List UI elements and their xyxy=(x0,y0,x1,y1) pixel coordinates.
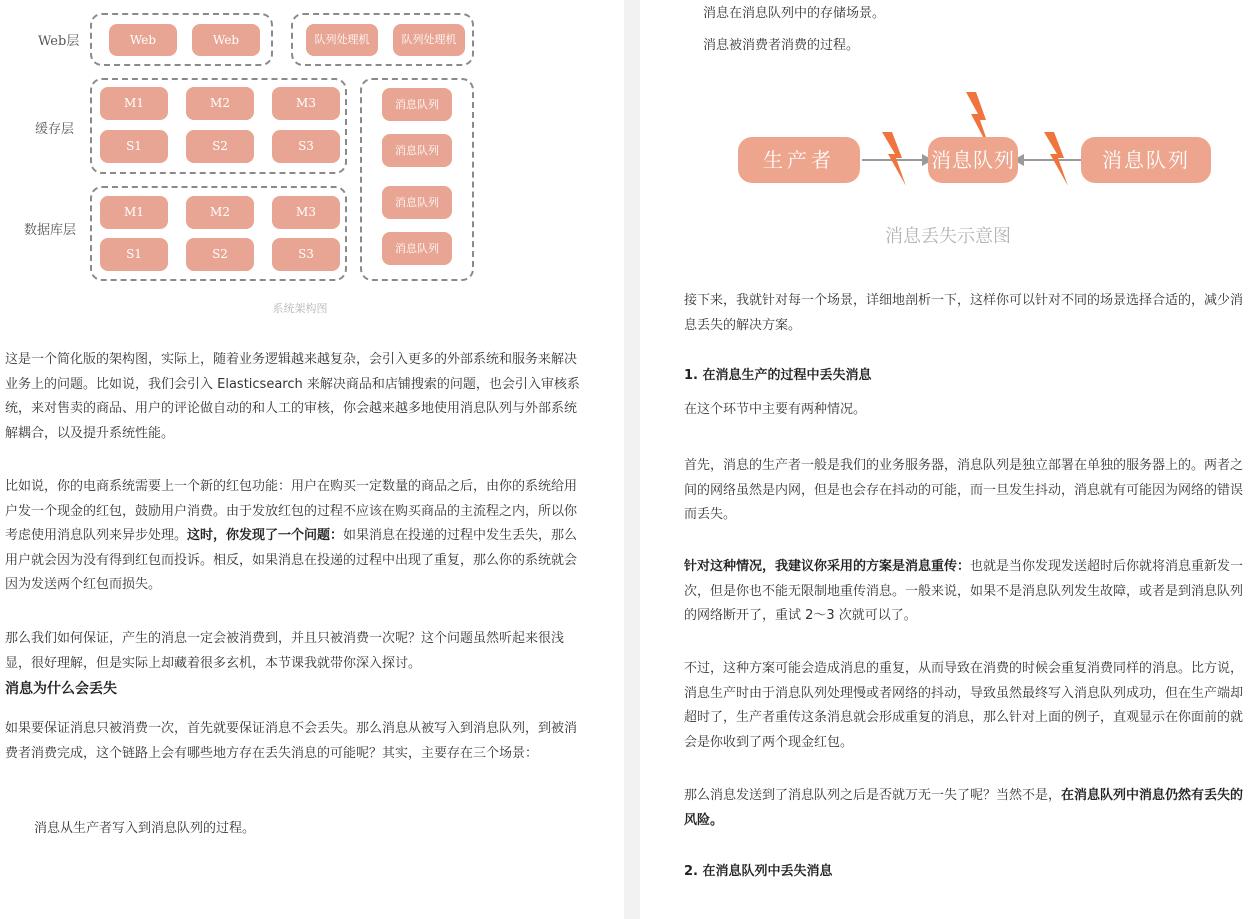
db-master-node: M1 xyxy=(100,196,168,229)
paragraph: 在这个环节中主要有两种情况。 xyxy=(684,402,867,417)
section-heading: 2. 在消息队列中丢失消息 xyxy=(684,864,833,879)
cache-master-node: M2 xyxy=(186,87,254,120)
consumer-node: 消息队列 xyxy=(1081,137,1211,183)
queue-processor-node: 队列处理机 xyxy=(393,24,465,56)
paragraph: 接下来，我就针对每一个场景，详细地剖析一下，这样你可以针对不同的场景选择合适的，减少消息丢失的解决方案。 xyxy=(684,293,1244,333)
db-slave-node: S1 xyxy=(100,238,168,271)
section-heading: 消息为什么会丢失 xyxy=(5,681,117,697)
message-queue-node: 消息队列 xyxy=(382,232,452,265)
web-node: Web xyxy=(109,24,177,56)
layer-label-web: Web层 xyxy=(38,34,80,49)
cache-master-node: M1 xyxy=(100,87,168,120)
paragraph: 如果要保证消息只被消费一次，首先就要保证消息不会丢失。那么消息从被写入到消息队列，到被消费者消费完成，这个链路上会有哪些地方存在丢失消息的可能呢？其实，主要存在三个场景： xyxy=(5,721,578,761)
db-slave-node: S3 xyxy=(272,238,340,271)
right-page xyxy=(640,0,1255,919)
layer-label-db: 数据库层 xyxy=(24,223,77,238)
cache-slave-node: S1 xyxy=(100,130,168,163)
section-heading: 1. 在消息生产的过程中丢失消息 xyxy=(684,368,872,383)
layer-label-cache: 缓存层 xyxy=(35,122,75,137)
db-master-node: M2 xyxy=(186,196,254,229)
cache-master-node: M3 xyxy=(272,87,340,120)
paragraph: 不过，这种方案可能会造成消息的重复，从而导致在消费的时候会重复消费同样的消息。比方说，消息生产时由于消息队列处理慢或者网络的抖动，导致虽然最终写入消息队列成功，但在生产端却超时了，生产者重传这条消息就会形成重复的消息，那么针对上面的例子，直观显示在你面前的就会是你收到了两个现金红包。 xyxy=(684,661,1244,750)
list-item: 消息从生产者写入到消息队列的过程。 xyxy=(34,821,256,836)
message-queue-node: 消息队列 xyxy=(382,134,452,167)
message-queue-node: 消息队列 xyxy=(382,186,452,219)
paragraph: 那么我们如何保证，产生的消息一定会被消费到，并且只被消费一次呢？这个问题虽然听起来很浅显，很好理解，但是实际上却藏着很多玄机，本节课我就带你深入探讨。 xyxy=(5,631,565,671)
queue-node: 消息队列 xyxy=(928,137,1018,183)
diagram-caption: 消息丢失示意图 xyxy=(885,226,1011,247)
cache-slave-node: S2 xyxy=(186,130,254,163)
left-page xyxy=(0,0,624,919)
message-queue-node: 消息队列 xyxy=(382,88,452,121)
queue-processor-node: 队列处理机 xyxy=(306,24,378,56)
cache-slave-node: S3 xyxy=(272,130,340,163)
paragraph: 首先，消息的生产者一般是我们的业务服务器，消息队列是独立部署在单独的服务器上的。两者之间的网络虽然是内网，但是也会存在抖动的可能，而一旦发生抖动，消息就有可能因为网络的错误而丢失。 xyxy=(684,458,1244,522)
paragraph: 比如说，你的电商系统需要上一个新的红包功能：用户在购买一定数量的商品之后，由你的系统给用户发一个现金的红包，鼓励用户消费。由于发放红包的过程不应该在购买商品的主流程之内，所以你考虑使用消息队列来异步处理。这时，你发现了一个问题：如果消息在投递的过程中发生丢失，那么用户就会因为没有得到红包而投诉。相反，如果消息在投递的过程中出现了重复，那么你的系统就会因为发送两个红包而损失。 xyxy=(5,479,578,592)
list-item: 消息在消息队列中的存储场景。 xyxy=(703,6,886,21)
db-master-node: M3 xyxy=(272,196,340,229)
web-node: Web xyxy=(192,24,260,56)
paragraph: 针对这种情况，我建议你采用的方案是消息重传：也就是当你发现发送超时后你就将消息重新发一次，但是你也不能无限制地重传消息。一般来说，如果不是消息队列发生故障，或者是到消息队列的网络断开了，重试 2～3 次就可以了。 xyxy=(684,559,1244,623)
paragraph: 那么消息发送到了消息队列之后是否就万无一失了呢？当然不是，在消息队列中消息仍然有丢失的风险。 xyxy=(684,788,1244,828)
diagram-caption: 系统架构图 xyxy=(272,302,328,315)
paragraph: 这是一个简化版的架构图，实际上，随着业务逻辑越来越复杂，会引入更多的外部系统和服务来解决业务上的问题。比如说，我们会引入 Elasticsearch 来解决商品和店铺搜索的问题，也会引入审核系统，来对售卖的商品、用户的评论做自动的和人工的审核，你会越来越多地使用消息队列与外部系统解耦合，以及提升系统性能。 xyxy=(5,352,580,441)
db-slave-node: S2 xyxy=(186,238,254,271)
list-item: 消息被消费者消费的过程。 xyxy=(703,38,860,53)
producer-node: 生产者 xyxy=(738,137,860,183)
